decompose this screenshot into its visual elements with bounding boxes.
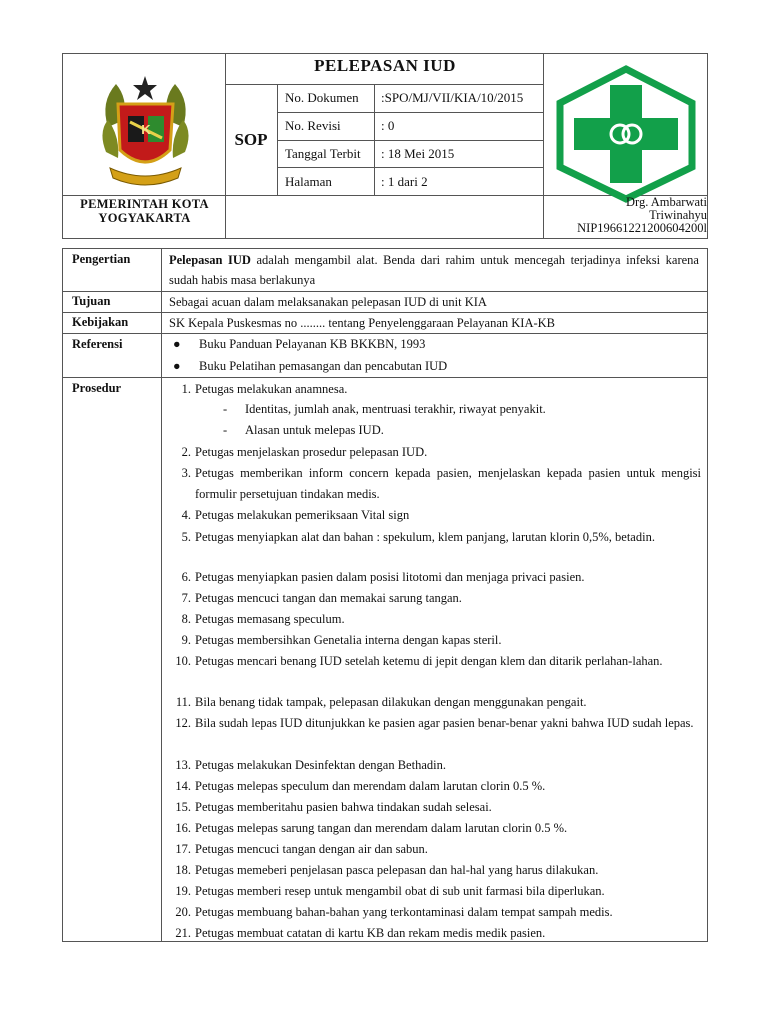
procedure-step: 18. Petugas memeberi penjelasan pasca pelepasan dan hal-hal yang harus dilakukan. xyxy=(175,863,599,877)
procedure-step: 21. Petugas membuat catatan di kartu KB dan rekam medis medik pasien. xyxy=(175,926,546,940)
procedure-step: 11. Bila benang tidak tampak, pelepasan dilakukan dengan menggunakan pengait. xyxy=(175,695,587,709)
meta-value-document-number: :SPO/MJ/VII/KIA/10/2015 xyxy=(381,90,524,105)
sop-label: SOP xyxy=(234,130,268,149)
procedure-step: 1. Petugas melakukan anamnesa. xyxy=(181,382,348,396)
meta-label-revision: No. Revisi xyxy=(285,118,341,133)
procedure-sub-item: - Alasan untuk melepas IUD. xyxy=(223,423,384,437)
procedure-step: 17. Petugas mencuci tangan dengan air dan sabun. xyxy=(175,842,428,856)
health-cross-hexagon-icon xyxy=(552,63,700,203)
label-references: Referensi xyxy=(72,337,123,351)
label-definition: Pengertian xyxy=(72,252,131,266)
meta-value-revision: : 0 xyxy=(381,118,395,133)
procedure-step: 10. Petugas mencari benang IUD setelah ketemu di jepit dengan klem dan ditarik perlahan-lahan. xyxy=(175,654,663,668)
signer-block: Drg. Ambarwati Triwinahyu NIP19661221200604200l xyxy=(577,195,707,235)
svg-text:K: K xyxy=(141,122,151,137)
procedure-step: 9. Petugas membersihkan Genetalia interna dengan kapas steril. xyxy=(181,633,502,647)
reference-item: ● Buku Panduan Pelayanan KB BKKBN, 1993 xyxy=(173,337,426,351)
procedure-step: 8. Petugas memasang speculum. xyxy=(181,612,345,626)
meta-label-document-number: No. Dokumen xyxy=(285,90,359,105)
procedure-step: 16. Petugas melepas sarung tangan dan merendam dalam larutan clorin 0.5 %. xyxy=(175,821,568,835)
procedure-step: 7. Petugas mencuci tangan dan memakai sarung tangan. xyxy=(181,591,462,605)
procedure-step: 12. Bila sudah lepas IUD ditunjukkan ke pasien agar pasien benar-benar yakni bahwa IUD sudah lepas. xyxy=(175,716,694,730)
procedure-sub-item: - Identitas, jumlah anak, mentruasi terakhir, riwayat penyakit. xyxy=(223,402,546,416)
procedure-step: 19. Petugas memberi resep untuk mengambil obat di sub unit farmasi bila diperlukan. xyxy=(175,884,605,898)
procedure-step: 2. Petugas menjelaskan prosedur pelepasan IUD. xyxy=(181,445,428,459)
procedure-step: 14. Petugas melepas speculum dan merendam dalam larutan clorin 0.5 %. xyxy=(175,779,546,793)
reference-item: ● Buku Pelatihan pemasangan dan pencabutan IUD xyxy=(173,359,448,373)
procedure-step: 15. Petugas memberitahu pasien bahwa tindakan sudah selesai. xyxy=(175,800,492,814)
definition-text: Pelepasan IUD adalah mengambil alat. Benda dari rahim untuk mencegah terjadinya infeksi karena sudah habis masa berlakunya xyxy=(169,253,699,287)
document-header xyxy=(62,53,708,239)
procedure-step: 4. Petugas melakukan pemeriksaan Vital sign xyxy=(181,508,410,522)
meta-value-issue-date: : 18 Mei 2015 xyxy=(381,146,455,161)
procedure-table xyxy=(62,248,708,942)
policy-text: SK Kepala Puskesmas no ........ tentang Penyelenggaraan Pelayanan KIA-KB xyxy=(169,316,556,330)
purpose-text: Sebagai acuan dalam melaksanakan pelepasan IUD di unit KIA xyxy=(169,295,487,309)
label-purpose: Tujuan xyxy=(72,294,111,308)
procedure-step: 6. Petugas menyiapkan pasien dalam posisi litotomi dan menjaga privaci pasien. xyxy=(181,570,585,584)
organization-name: PEMERINTAH KOTA YOGYAKARTA xyxy=(80,197,209,225)
document-title: PELEPASAN IUD xyxy=(314,56,456,75)
label-policy: Kebijakan xyxy=(72,315,129,329)
city-crest-icon xyxy=(98,72,193,192)
meta-value-page: : 1 dari 2 xyxy=(381,174,428,189)
procedure-step: 20. Petugas membuang bahan-bahan yang terkontaminasi dalam tempat sampah medis. xyxy=(175,905,613,919)
meta-label-page: Halaman xyxy=(285,174,332,189)
procedure-step: 13. Petugas melakukan Desinfektan dengan Bethadin. xyxy=(175,758,446,772)
meta-label-issue-date: Tanggal Terbit xyxy=(285,146,361,161)
procedure-step: 5. Petugas menyiapkan alat dan bahan : spekulum, klem panjang, larutan klorin 0,5%, betadin. xyxy=(181,530,655,544)
procedure-step: 3. Petugas memberikan inform concern kepada pasien, menjelaskan kepada pasien untuk mengisi formulir persetujuan tindakan medis. xyxy=(181,466,701,501)
label-procedure: Prosedur xyxy=(72,381,122,395)
